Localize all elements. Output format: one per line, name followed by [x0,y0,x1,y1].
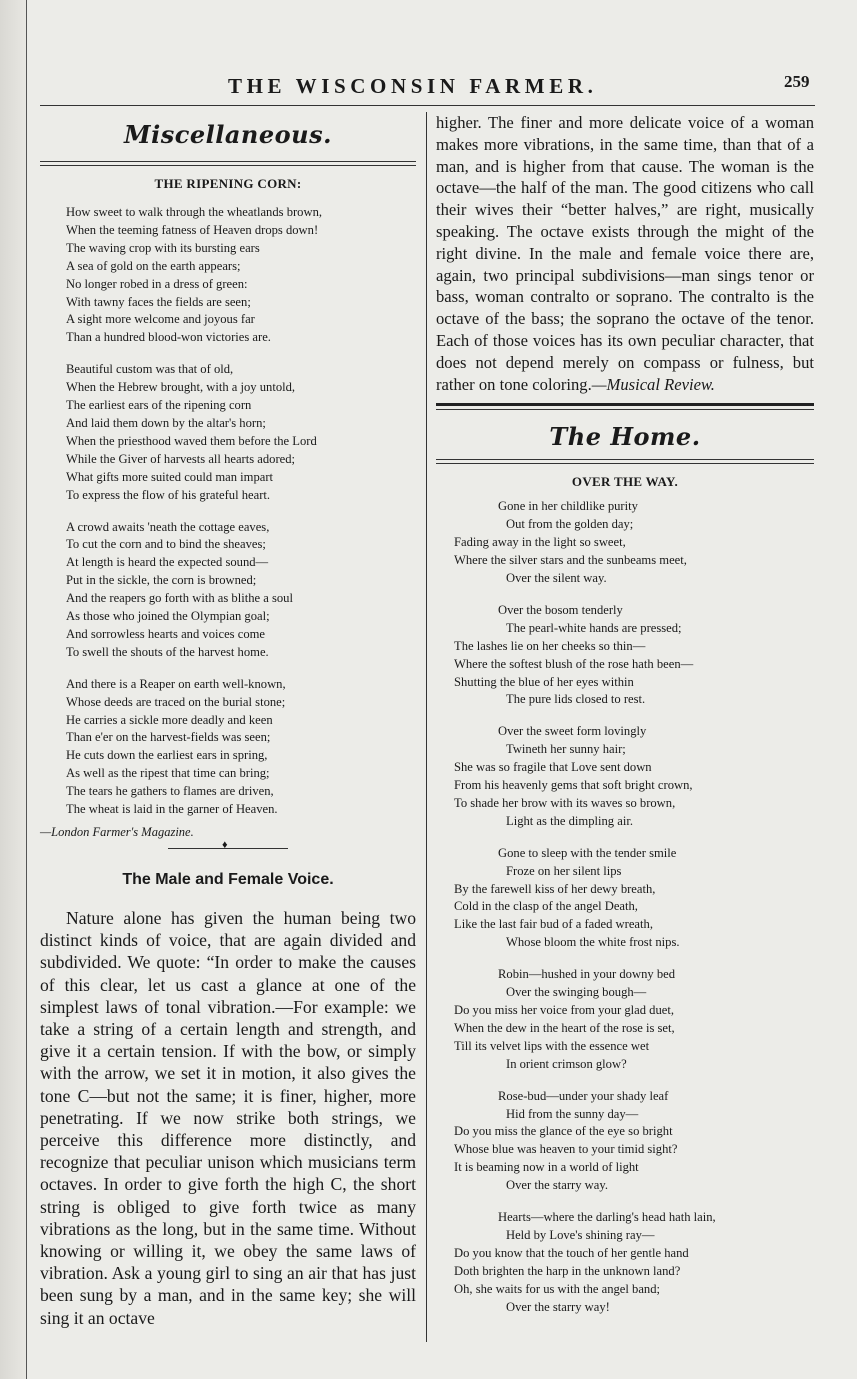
poem-line: Held by Love's shining ray— [506,1227,655,1242]
poem-line: As well as the ripest that time can bring; [66,766,270,781]
poem-line: Gone to sleep with the tender smile [498,845,677,860]
poem-line: Over the swinging bough— [506,985,647,1000]
poem-line: Over the bosom tenderly [498,602,623,617]
poem-line: To swell the shouts of the harvest home. [66,644,269,659]
poem-line: No longer robed in a dress of green: [66,276,248,291]
right-column [436,112,814,1331]
poem-line: To cut the corn and to bind the sheaves; [66,537,266,552]
poem-line: Over the starry way. [506,1178,608,1193]
page-binding-edge [0,0,27,1379]
article-voice-continuation [436,112,814,395]
poem-line: By the farewell kiss of her dewy breath, [454,881,656,896]
poem-line: A sight more welcome and joyous far [66,312,255,327]
poem-line: While the Giver of harvests all hearts adored; [66,451,296,466]
poem-line: She was so fragile that Love sent down [454,760,652,775]
poem-line: Doth brighten the harp in the unknown land? [454,1263,681,1278]
poem-line: Gone in her childlike purity [498,499,638,514]
poem-line: Over the sweet form lovingly [498,724,647,739]
page-number: 259 [784,72,810,91]
poem-over-the-way [436,498,814,1316]
poem-line: At length is heard the expected sound— [66,555,269,570]
poem-line: Over the starry way! [506,1299,610,1314]
poem-line: Hearts—where the darling's head hath lain, [498,1210,716,1225]
poem-line: To shade her brow with its waves so brown, [454,795,676,810]
poem-line: He carries a sickle more deadly and keen [66,712,273,727]
poem-ripening-corn [40,204,416,819]
poem-line: Oh, she waits for us with the angel band; [454,1281,661,1296]
poem-line: From his heavenly gems that soft bright crown, [454,778,693,793]
poem-line: Over the silent way. [506,570,607,585]
poem-stanza [454,498,814,588]
poem-line: Hid from the sunny day— [506,1106,639,1121]
poem-line: What gifts more suited could man impart [66,469,274,484]
newspaper-title: THE WISCONSIN FARMER. [228,74,598,98]
poem-stanza [454,1209,814,1316]
poem-line: He cuts down the earliest ears in spring, [66,748,268,763]
left-column [40,112,416,1329]
poem-line: Where the silver stars and the sunbeams meet, [454,553,687,568]
poem-line: With tawny faces the fields are seen; [66,294,251,309]
poem-stanza [454,845,814,952]
poem-line: Froze on her silent lips [506,863,622,878]
poem-line: How sweet to walk through the wheatlands brown, [66,205,323,219]
section-heading-home: The Home. [549,422,701,452]
article-continued-text: higher. The finer and more delicate voice of a woman makes more vibrations, in the same time, than that of a man, and is higher from that cause. The woman is the octave—the half of the man. The good citizens who call their wives their “better halves,” are right, musically speaking. The octave exists through the might of the right divine. In the male and female voice there are, again, two principal subdivisions—man sings tenor or bass, woman contralto or soprano. The contralto is the octave of the bass; the soprano the octave of the tenor. Each of those voices has its own peculiar character, that does not depend merely on compass or fulness, but rather on tone coloring. [436,113,814,394]
ornament-rule [168,848,288,849]
poem-credit: —London Farmer's Magazine. [40,825,194,839]
poem-line: And there is a Reaper on earth well-known, [66,676,286,691]
poem-line: And laid them down by the altar's horn; [66,415,266,430]
poem-line: Whose blue was heaven to your timid sight? [454,1142,678,1157]
poem-line: It is beaming now in a world of light [454,1160,639,1175]
poem-line: Out from the golden day; [506,517,634,532]
poem-line: Than e'er on the harvest-fields was seen; [66,730,271,745]
poem-stanza [454,1088,814,1195]
poem-line: The tears he gathers to flames are driven, [66,784,274,799]
poem-line: Cold in the clasp of the angel Death, [454,899,638,914]
poem-line: And the reapers go forth with as blithe a soul [66,591,293,606]
poem-stanza [66,519,416,662]
poem-title-ripening-corn: THE RIPENING CORN: [154,176,302,191]
column-divider [426,112,427,1342]
poem-line: Beautiful custom was that of old, [66,362,234,377]
article-voice-paragraph: Nature alone has given the human being two distinct kinds of voice, that are again divided and subdivided. We quote: “In order to make the causes of this clear, let us cast a glance at one of the simplest laws of tonal vibration.—For example: we take a string of a certain length and strength, and give it a certain tension. If with the bow, or simply with the arrow, we set it in motion, it also gives the tone C—but not the same; it is finer, higher, more penetrating. If we now strike both strings, we perceive this difference more distinctly, and recognize that peculiar unison which musicians term octaves. In order to give forth the high C, the short string is obliged to give forth twice as many vibrations as the long, but in the same time. Without knowing or willing it, we obey the same laws of vibration. Ask a young girl to sing an air that has just been sung by a man, and in the same key; she will sing it an octave [40,908,416,1328]
poem-line: The wheat is laid in the garner of Heaven. [66,802,278,817]
poem-line: Do you know that the touch of her gentle hand [454,1245,689,1260]
poem-line: And sorrowless hearts and voices come [66,626,265,641]
article-voice-body [40,907,416,1329]
section-heading-miscellaneous: Miscellaneous. [124,120,332,149]
poem-stanza [454,602,814,709]
poem-line: The lashes lie on her cheeks so thin— [454,638,646,653]
poem-line: Rose-bud—under your shady leaf [498,1088,669,1103]
poem-stanza [66,676,416,819]
poem-line: Shutting the blue of her eyes within [454,674,634,689]
poem-line: Fading away in the light so sweet, [454,535,626,550]
poem-line: Do you miss the glance of the eye so bright [454,1124,673,1139]
poem-line: The waving crop with its bursting ears [66,240,260,255]
poem-line: Whose bloom the white frost nips. [506,935,680,950]
poem-line: Than a hundred blood-won victories are. [66,330,271,345]
poem-line: A sea of gold on the earth appears; [66,258,241,273]
poem-stanza [66,361,416,504]
section-rule-heavy [436,403,814,410]
poem-line: Robin—hushed in your downy bed [498,967,676,982]
poem-line: When the teeming fatness of Heaven drops down! [66,222,319,237]
poem-line: The earliest ears of the ripening corn [66,398,252,413]
article-title-voice: The Male and Female Voice. [122,871,334,888]
article-credit: —Musical Review. [591,374,715,394]
poem-line: Put in the sickle, the corn is browned; [66,573,257,588]
poem-stanza [66,204,416,347]
poem-line: Twineth her sunny hair; [506,742,626,757]
poem-line: A crowd awaits 'neath the cottage eaves, [66,519,270,534]
section-rule [436,459,814,464]
poem-line: Light as the dimpling air. [506,813,633,828]
poem-line: When the Hebrew brought, with a joy untold, [66,380,296,395]
poem-line: The pure lids closed to rest. [506,692,646,707]
poem-line: Do you miss her voice from your glad duet, [454,1003,674,1018]
poem-line: The pearl-white hands are pressed; [506,620,682,635]
poem-line: To express the flow of his grateful heart. [66,487,271,502]
poem-line: Till its velvet lips with the essence wet [454,1038,650,1053]
section-rule [40,161,416,166]
poem-stanza [454,966,814,1073]
poem-stanza [454,723,814,830]
header-rule [40,105,815,106]
poem-line: Whose deeds are traced on the burial stone; [66,694,286,709]
poem-line: When the priesthood waved them before the Lord [66,433,317,448]
poem-line: Like the last fair bud of a faded wreath, [454,917,653,932]
poem-line: Where the softest blush of the rose hath been— [454,656,694,671]
poem-line: When the dew in the heart of the rose is set, [454,1020,675,1035]
poem-line: As those who joined the Olympian goal; [66,609,270,624]
poem-line: In orient crimson glow? [506,1056,627,1071]
poem-title-over-the-way: OVER THE WAY. [571,474,679,490]
